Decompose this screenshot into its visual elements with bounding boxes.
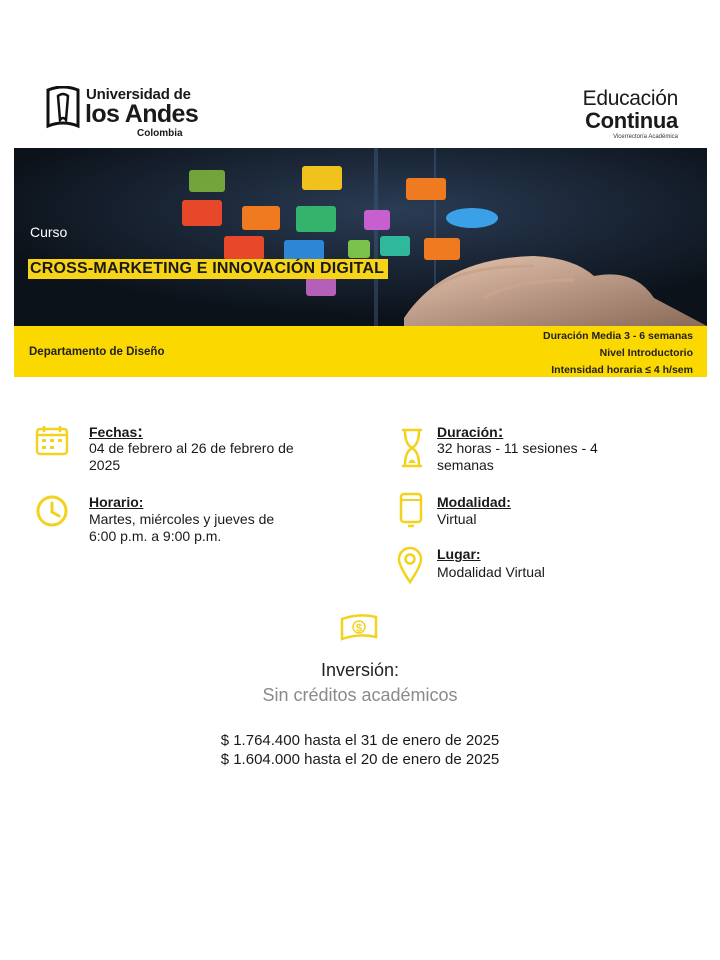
lugar-value: Modalidad Virtual <box>437 564 545 580</box>
educacion-continua-logo <box>558 88 678 144</box>
course-banner <box>14 148 707 377</box>
ec-line2: Continua <box>585 108 678 133</box>
calendar-icon <box>35 424 69 456</box>
modalidad-label: Modalidad: <box>437 494 511 510</box>
university-country: Colombia <box>137 128 183 139</box>
banner-info-bar <box>14 326 707 377</box>
meta-intensity: Intensidad horaria ≤ 4 h/sem <box>551 364 693 376</box>
hourglass-icon <box>400 428 424 468</box>
clock-icon <box>35 494 69 528</box>
modalidad-block <box>398 494 658 534</box>
fechas-block <box>35 424 335 484</box>
course-title: CROSS-MARKETING E INNOVACIÓN DIGITAL <box>30 260 385 277</box>
lugar-block <box>398 546 658 586</box>
university-name-line1: Universidad de <box>86 86 191 103</box>
banner-image <box>14 148 707 326</box>
location-pin-icon <box>397 546 423 584</box>
money-icon <box>339 613 379 641</box>
investment-subtitle: Sin créditos académicos <box>262 685 458 705</box>
price-earliest: $ 1.604.000 hasta el 20 de enero de 2025 <box>220 751 500 768</box>
duracion-label: Duración: <box>437 422 504 441</box>
lugar-label: Lugar: <box>437 546 481 562</box>
fechas-value: 04 de febrero al 26 de febrero de 2025 <box>89 440 294 473</box>
investment-title: Inversión: <box>320 660 400 680</box>
price-early: $ 1.764.400 hasta el 31 de enero de 2025 <box>220 732 500 749</box>
duracion-value: 32 horas - 11 sesiones - 4 semanas <box>437 440 598 473</box>
svg-text:$: $ <box>355 622 363 635</box>
course-meta <box>543 328 693 377</box>
university-name-line2: los Andes <box>85 100 199 128</box>
department-label: Departamento de Diseño <box>29 346 165 358</box>
horario-block <box>35 494 335 550</box>
ec-line1: Educación <box>582 87 678 110</box>
modalidad-value: Virtual <box>437 511 477 527</box>
banner-title-highlight <box>28 259 388 279</box>
horario-value: Martes, miércoles y jueves de 6:00 p.m. a 9:00 p.m. <box>89 511 275 544</box>
uniandes-logo <box>44 86 204 144</box>
banner-kicker: Curso <box>30 224 68 240</box>
meta-level: Nivel Introductorio <box>599 347 693 359</box>
ec-line3: Vicerrectoría Académica <box>613 134 678 140</box>
horario-label: Horario: <box>89 494 144 510</box>
digital-apps-illustration <box>14 148 707 326</box>
meta-duration: Duración Media 3 - 6 semanas <box>543 330 693 342</box>
tablet-icon <box>399 492 423 528</box>
fechas-label: Fechas: <box>89 422 143 441</box>
uniandes-crest-icon <box>44 86 82 130</box>
duracion-block <box>398 424 658 484</box>
